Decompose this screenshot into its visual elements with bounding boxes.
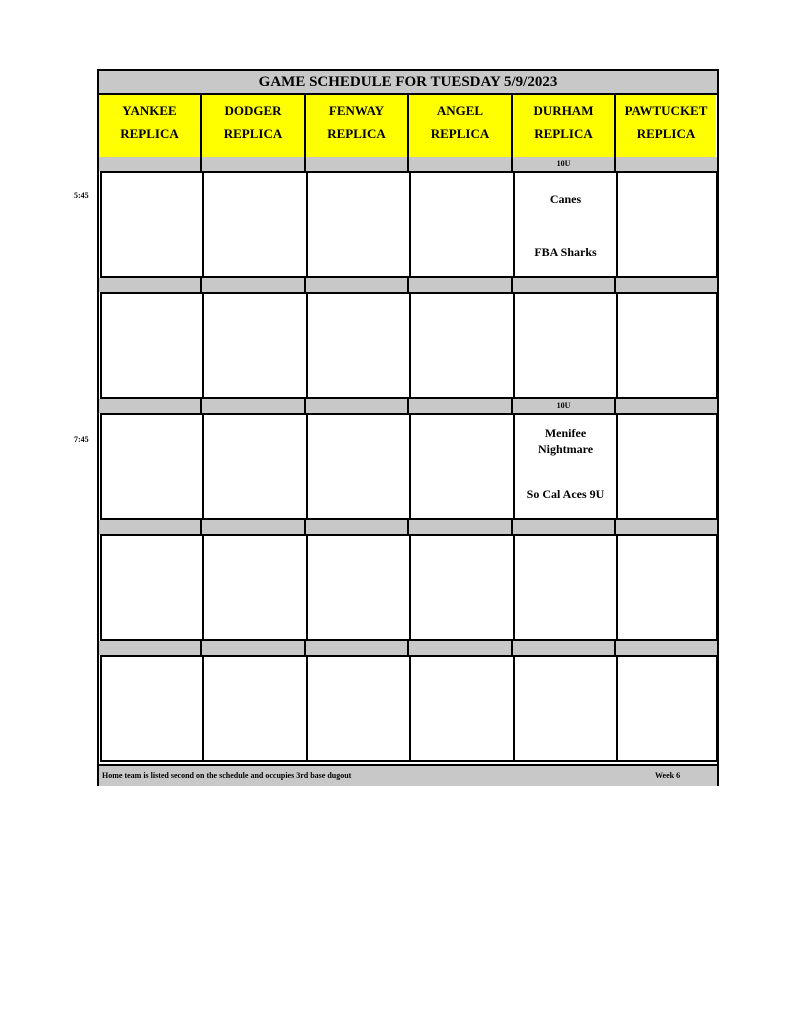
division-label: 10U <box>513 399 616 413</box>
game-cell <box>616 292 718 399</box>
division-row <box>99 157 717 171</box>
game-cell <box>409 292 515 399</box>
game-cell <box>202 171 308 278</box>
division-label <box>99 399 202 413</box>
footer-note: Home team is listed second on the schedule and occupies 3rd base dugout <box>102 771 352 780</box>
division-label <box>202 278 306 292</box>
game-cell <box>409 171 515 278</box>
game-cell <box>306 534 411 641</box>
field-header-yankee <box>99 95 202 157</box>
field-header-dodger <box>202 95 306 157</box>
field-name: DODGER <box>224 103 282 118</box>
division-label <box>513 641 616 655</box>
game-cell <box>306 292 411 399</box>
field-subtitle: REPLICA <box>534 126 593 141</box>
division-label <box>616 641 717 655</box>
game-cell <box>409 655 515 762</box>
division-label <box>409 278 513 292</box>
game-cell <box>100 171 204 278</box>
division-label <box>616 278 717 292</box>
division-label <box>513 278 616 292</box>
division-label <box>99 641 202 655</box>
division-label <box>306 278 409 292</box>
division-label <box>306 641 409 655</box>
division-label <box>306 399 409 413</box>
division-label <box>306 520 409 534</box>
home-team: FBA Sharks <box>534 245 597 259</box>
week-label: Week 6 <box>655 771 681 780</box>
game-cell <box>202 413 308 520</box>
game-cell <box>202 655 308 762</box>
division-label <box>99 157 202 171</box>
division-label <box>616 157 717 171</box>
division-label <box>409 157 513 171</box>
game-cell <box>513 655 618 762</box>
division-label <box>409 399 513 413</box>
game-cell <box>616 413 718 520</box>
game-cell <box>306 171 411 278</box>
division-label <box>99 520 202 534</box>
division-label <box>202 641 306 655</box>
field-name: FENWAY <box>328 103 385 118</box>
game-cell <box>513 292 618 399</box>
game-cell <box>202 534 308 641</box>
field-header-angel <box>409 95 513 157</box>
schedule-title: GAME SCHEDULE FOR TUESDAY 5/9/2023 <box>99 71 717 95</box>
field-subtitle: REPLICA <box>223 126 283 141</box>
field-header-pawtucket <box>616 95 716 157</box>
field-name: PAWTUCKET <box>624 103 708 118</box>
home-team: So Cal Aces 9U <box>526 487 605 501</box>
field-name: ANGEL <box>436 103 484 118</box>
field-header-fenway <box>306 95 409 157</box>
schedule-sheet <box>97 69 719 786</box>
field-header-durham <box>513 95 616 157</box>
division-label <box>616 399 717 413</box>
game-cell <box>306 655 411 762</box>
field-name: DURHAM <box>533 103 594 118</box>
game-cell <box>409 413 515 520</box>
division-row <box>99 520 717 534</box>
game-cell <box>100 413 204 520</box>
game-cell <box>616 534 718 641</box>
time-label: 7:45 <box>74 435 89 444</box>
game-cell <box>100 292 204 399</box>
game-cell <box>306 413 411 520</box>
game-cell <box>409 534 515 641</box>
field-subtitle: REPLICA <box>327 126 386 141</box>
field-name: YANKEE <box>122 103 177 118</box>
time-label: 5:45 <box>74 191 89 200</box>
division-row <box>99 399 717 413</box>
division-label <box>202 157 306 171</box>
field-subtitle: REPLICA <box>120 126 179 141</box>
division-label <box>99 278 202 292</box>
division-label <box>513 520 616 534</box>
game-cell <box>202 292 308 399</box>
division-label <box>306 157 409 171</box>
field-subtitle: REPLICA <box>636 126 696 141</box>
game-cell <box>513 413 618 520</box>
division-label <box>616 520 717 534</box>
division-label <box>202 399 306 413</box>
game-cell <box>513 171 618 278</box>
division-label <box>202 520 306 534</box>
division-label <box>409 520 513 534</box>
game-cell <box>100 655 204 762</box>
field-subtitle: REPLICA <box>430 126 490 141</box>
division-row <box>99 641 717 655</box>
game-cell <box>616 655 718 762</box>
away-team: Menifee Nightmare <box>537 426 594 456</box>
division-label: 10U <box>513 157 616 171</box>
game-cell <box>100 534 204 641</box>
division-row <box>99 278 717 292</box>
game-cell <box>513 534 618 641</box>
away-team: Canes <box>549 192 582 206</box>
game-cell <box>616 171 718 278</box>
division-label <box>409 641 513 655</box>
footer-bar <box>99 764 717 786</box>
